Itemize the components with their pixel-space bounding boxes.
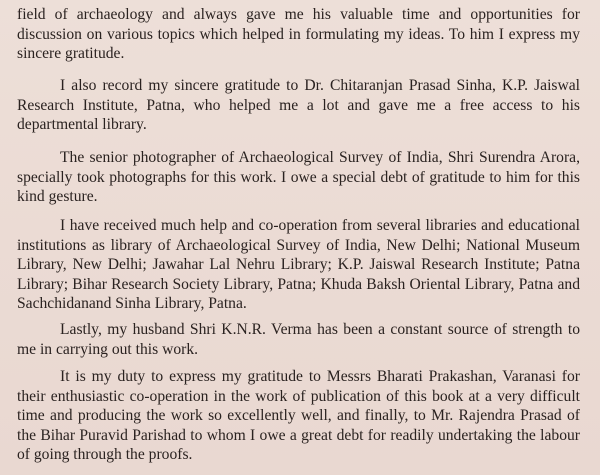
paragraph-photographer: The senior photographer of Archaeological Survey of India, Shri Surendra Arora, specially took photographs for this work. I owe a special debt of gratitude to him for this kind gesture.: [17, 149, 580, 206]
paragraph-husband: Lastly, my husband Shri K.N.R. Verma has been a constant source of strength to me in carrying out this work.: [17, 321, 580, 358]
paragraph-libraries: I have received much help and co-operation from several libraries and educational institutions as library of Archaeological Survey of India, New Delhi; National Museum Library, New Delhi; Jawahar Lal Nehru Library; K.P. Jaiswal Research Institute; Patna Library; Bihar Research Society Library, Patna; Khuda Baksh Oriental Library, Patna and Sachchidanand Sinha Library, Patna.: [17, 217, 580, 313]
paragraph-gratitude-sinha: I also record my sincere gratitude to Dr. Chitaranjan Prasad Sinha, K.P. Jaiswal Research Institute, Patna, who helped me a lot and gave me a free access to his departmental library.: [17, 77, 580, 134]
paragraph-publisher: It is my duty to express my gratitude to Messrs Bharati Prakashan, Varanasi for their enthusiastic co-operation in the work of publication of this book at a very difficult time and producing the work so excellently well, and finally, to Mr. Rajendra Prasad of the Bihar Puravid Parishad to whom I owe a great debt for readily undertaking the labour of going through the proofs.: [17, 368, 580, 464]
paragraph-continued-intro: field of archaeology and always gave me his valuable time and opportunities for discussion on various topics which helped in formulating my ideas. To him I express my sincere gratitude.: [17, 6, 580, 63]
